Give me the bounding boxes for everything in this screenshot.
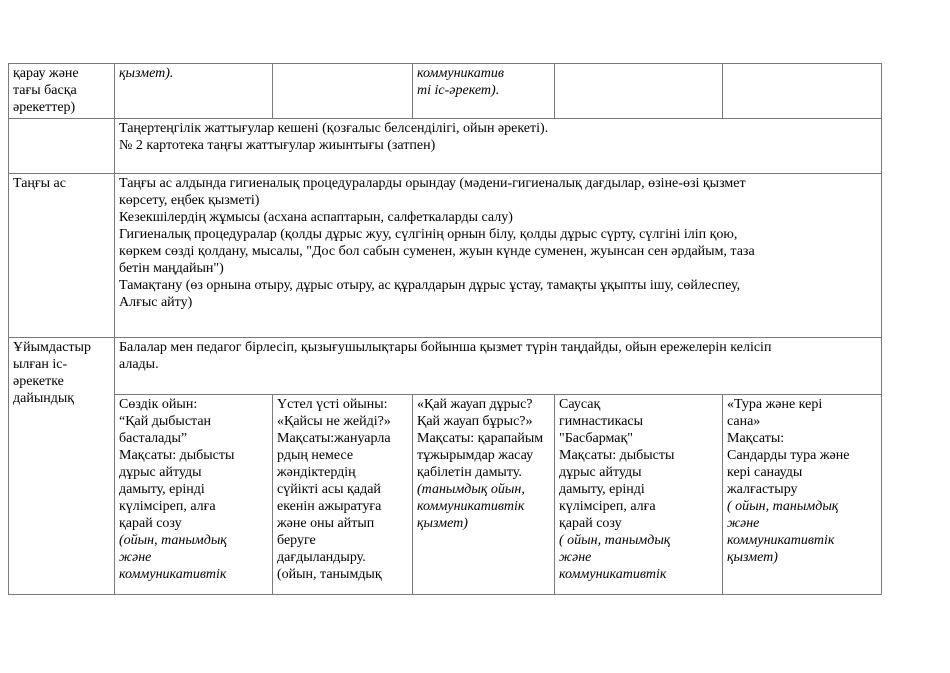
cell-continuation-5 <box>723 64 882 119</box>
row-label-preparation: Ұйымдастыр ылған іс- әрекетке дайындық <box>9 338 115 595</box>
game-cell-3: «Қай жауап дұрыс? Қай жауап бұрыс?» Мақсаты: қарапайым тұжырымдар жасау қабілетін дамыту. (танымдық ойын, коммуникативтік қызмет) <box>413 395 555 595</box>
game-cell-4: Саусақ гимнастикасы "Басбармақ" Мақсаты: дыбысты дұрыс айтуды дамыту, ерінді күлімсіреп, алға қарай созу ( ойын, танымдық және коммуникативтік <box>555 395 723 595</box>
cell-continuation-1: қызмет). <box>115 64 273 119</box>
table-row-breakfast <box>9 174 882 338</box>
cell-continuation-4 <box>555 64 723 119</box>
cell-continuation-2 <box>273 64 413 119</box>
breakfast-text: Таңғы ас алдында гигиеналық процедураларды орындау (мәдени-гигиеналық дағдылар, өзіне-өзі қызмет көрсету, еңбек қызметі) Кезекшілердің жұмысы (асхана аспаптарын, салфеткаларды салу) Гигиеналық процедуралар (қолды дұрыс жуу, сүлгінің орнын білу, қолды дұрыс сүрту, сүлгіні іліп қою, көркем сөзді қолдану, мысалы, "Дос бол сабын суменен, жуын күнде суменен, жуынсан сен әрдайым, таза бетін маңдайын") Тамақтану (өз орнына отыру, дұрыс отыру, ас құралдарын дұрыс ұстау, тамақты ұқыпты ішу, сөйлеспеу, Алғыс айту) <box>115 174 882 338</box>
morning-exercise-text: Таңертеңгілік жаттығулар кешені (қозғалыс белсенділігі, ойын әрекеті). № 2 картотека таңғы жаттығулар жиынтығы (затпен) <box>115 119 882 174</box>
game-cell-1: Сөздік ойын: “Қай дыбыстан басталады” Мақсаты: дыбысты дұрыс айтуды дамыту, ерінді күлімсіреп, алға қарай созу (ойын, танымдық және коммуникативтік <box>115 395 273 595</box>
table-row-continuation <box>9 64 882 119</box>
daily-plan-table <box>8 63 882 595</box>
game-cell-2: Үстел үсті ойыны: «Қайсы не жейді?» Мақсаты:жануарла рдың немесе жәндіктердің сүйікті асы қадай екенін ажыратуға және оны айтып беруге дағдыландыру. (ойын, танымдық <box>273 395 413 595</box>
table-row-preparation <box>9 338 882 395</box>
row-label-continuation: қарау және тағы басқа әрекеттер) <box>9 64 115 119</box>
table-row-games <box>9 395 882 595</box>
cell-continuation-3: коммуникатив ті іс-әрекет). <box>413 64 555 119</box>
row-label-breakfast: Таңғы ас <box>9 174 115 338</box>
row-label-morning-exercise <box>9 119 115 174</box>
preparation-text: Балалар мен педагог бірлесіп, қызығушылықтары бойынша қызмет түрін таңдайды, ойын ережелерін келісіп алады. <box>115 338 882 395</box>
table-row-morning-exercise <box>9 119 882 174</box>
game-cell-5: «Тура және кері сана» Мақсаты: Сандарды тура және кері санауды жалғастыру ( ойын, танымдық және коммуникативтік қызмет) <box>723 395 882 595</box>
